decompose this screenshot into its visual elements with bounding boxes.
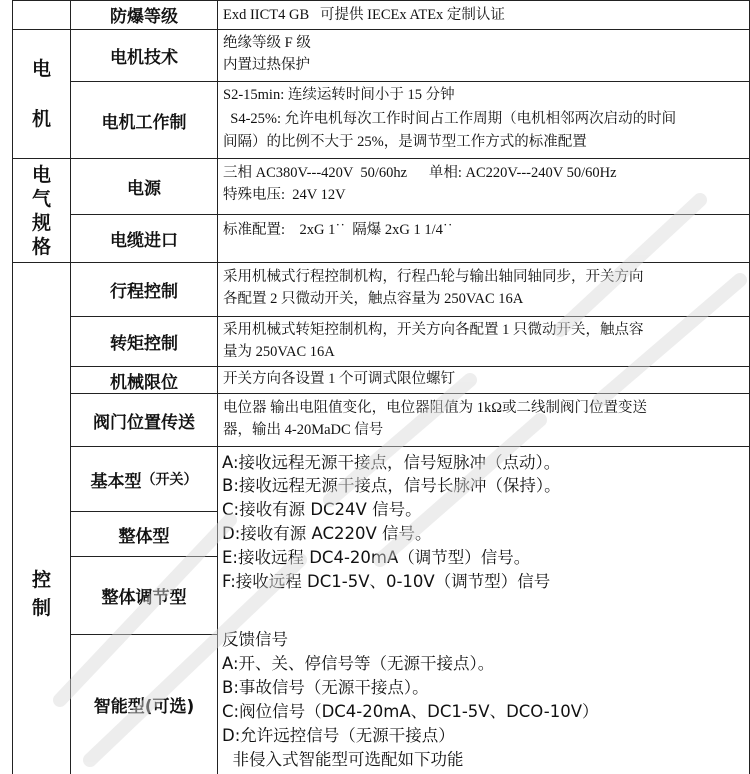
- category-electrical-char: 电: [31, 163, 51, 186]
- value-torque-control: [218, 317, 748, 366]
- label-smart-type: 智能型(可选): [93, 697, 195, 717]
- label-basic-type: [71, 447, 217, 511]
- basic-type-suffix: （开关）: [141, 472, 198, 488]
- label-torque-control: 转矩控制: [110, 334, 178, 354]
- value-cable-entry: [218, 215, 748, 262]
- motor-duty-line: 间隔）的比例不大于 25%，是调节型工作方式的标准配置: [223, 134, 587, 150]
- category-control: [13, 263, 70, 774]
- category-motor-char: 机: [31, 108, 51, 130]
- category-electrical-char: 气: [31, 187, 51, 210]
- explosion-text: Exd IICT4 GB 可提供 IECEx ATEx 定制认证: [223, 7, 505, 23]
- travel-line: 各配置 2 只微动开关，触点容量为 250VAC 16A: [223, 291, 524, 307]
- signal-line: D:接收有源 AC220V 信号。: [222, 524, 432, 543]
- category-motor-char: 电: [31, 58, 51, 80]
- category-electrical-char: 规: [31, 211, 51, 234]
- power-line: 特殊电压: 24V 12V: [223, 187, 346, 203]
- value-position-transmit: [218, 394, 748, 446]
- value-motor-technology: [218, 30, 748, 81]
- label-mechanical-limit: 机械限位: [110, 372, 178, 393]
- category-electrical: [13, 159, 70, 262]
- feedback-line: C:阀位信号（DC4-20mA、DC1-5V、DCO-10V）: [222, 702, 599, 721]
- label-cable-entry: 电缆进口: [110, 231, 178, 251]
- signal-line: B:接收远程无源干接点，信号长脉冲（保持）。: [222, 476, 561, 495]
- category-motor: [13, 30, 70, 158]
- category-control-char: 控: [31, 568, 51, 591]
- category-electrical-char: 格: [31, 235, 51, 258]
- feedback-line: 非侵入式智能型可选配如下功能: [222, 750, 464, 769]
- feedback-line: B:事故信号（无源干接点）。: [222, 678, 429, 697]
- torque-line: 采用机械式转矩控制机构，开关方向各配置 1 只微动开关，触点容: [223, 322, 644, 338]
- position-line: 器，输出 4-20MaDC 信号: [223, 422, 384, 438]
- value-motor-duty: [218, 82, 748, 158]
- motor-duty-line: S2-15min: 连续运转时间小于 15 分钟: [223, 87, 455, 103]
- value-explosion-grade: [218, 1, 748, 29]
- label-integral-regulating-type: 整体调节型: [101, 588, 187, 608]
- signal-line: E:接收远程 DC4-20mA（调节型）信号。: [222, 548, 531, 567]
- feedback-line: D:允许远控信号（无源干接点）: [222, 726, 455, 745]
- feedback-title: 反馈信号: [222, 630, 288, 649]
- value-power: [218, 159, 748, 214]
- label-motor-technology: 电机技术: [110, 48, 178, 68]
- motor-tech-line: 绝缘等级 F 级: [223, 35, 311, 51]
- torque-line: 量为 250VAC 16A: [223, 344, 335, 360]
- basic-type-name: 基本型: [90, 471, 142, 492]
- label-explosion-grade: 防爆等级: [110, 7, 178, 27]
- label-position-transmit: 阀门位置传送: [93, 412, 195, 433]
- power-line: 三相 AC380V---420V 50/60hz 单相: AC220V---240V 50/60Hz: [223, 165, 617, 181]
- label-power: 电源: [127, 179, 161, 199]
- signal-line: F:接收远程 DC1-5V、0-10V（调节型）信号: [222, 572, 551, 591]
- motor-duty-line: S4-25%: 允许电机每次工作时间占工作周期（电机相邻两次启动的时间: [223, 110, 677, 127]
- limit-line: 开关方向各设置 1 个可调式限位螺钉: [223, 371, 455, 387]
- signal-line: A:接收远程无源干接点，信号短脉冲（点动）。: [222, 453, 561, 472]
- feedback-line: A:开、关、停信号等（无源干接点）。: [222, 654, 495, 673]
- position-line: 电位器 输出电阻值变化，电位器阻值为 1kΩ或二线制阀门位置变送: [223, 400, 648, 416]
- label-travel-control: 行程控制: [110, 282, 178, 302]
- value-travel-control: [218, 263, 748, 316]
- label-motor-duty: 电机工作制: [101, 112, 187, 133]
- motor-tech-line: 内置过热保护: [223, 57, 310, 73]
- travel-line: 采用机械式行程控制机构，行程凸轮与输出轴同轴同步，开关方向: [223, 269, 644, 285]
- cable-line: 标准配置: 2xG 1˙˙ 隔爆 2xG 1 1/4˙˙: [223, 222, 453, 238]
- label-integral-type: 整体型: [118, 526, 170, 547]
- category-control-char: 制: [31, 596, 51, 619]
- signal-line: C:接收有源 DC24V 信号。: [222, 500, 422, 519]
- value-mechanical-limit: [218, 367, 748, 393]
